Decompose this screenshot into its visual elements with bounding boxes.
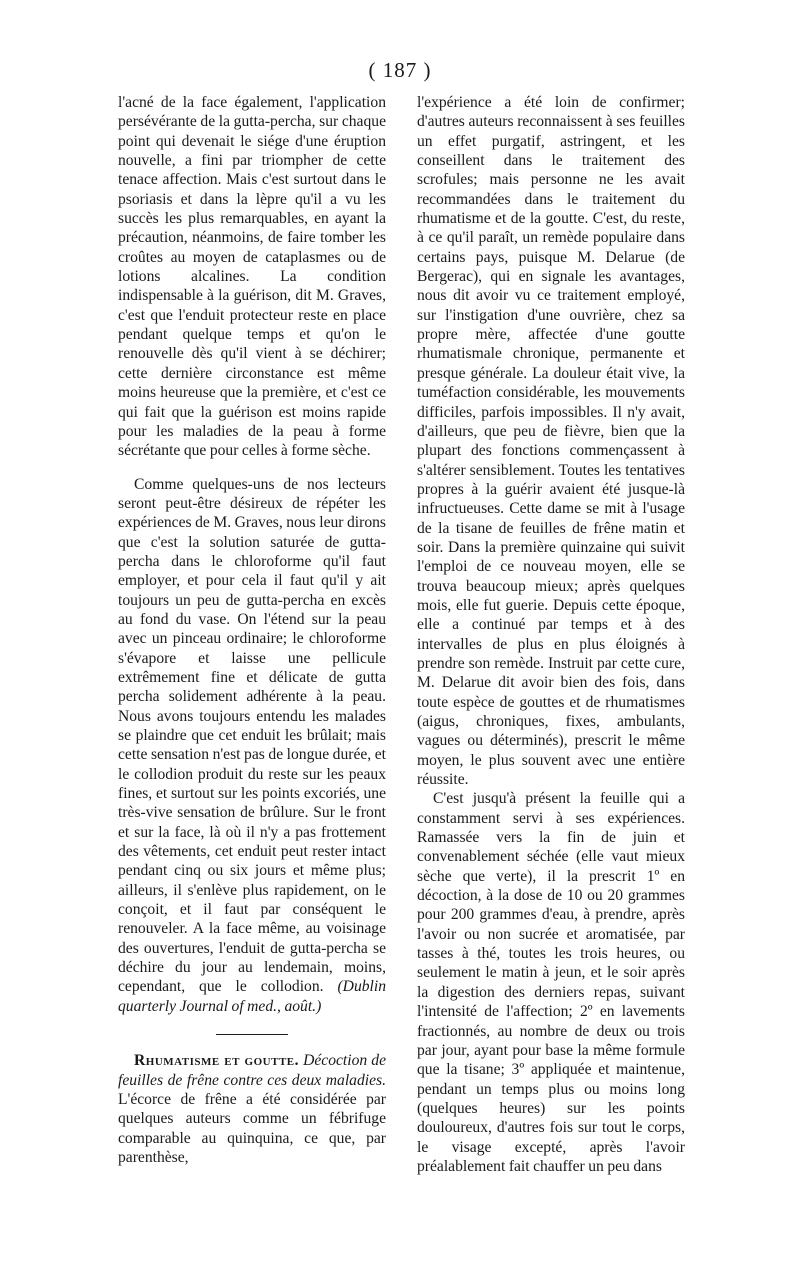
article-intro [118, 1051, 386, 1167]
left-paragraph-2-text: Comme quelques-uns de nos lecteurs seront peut-être désireux de répéter les expériences de M. Graves, nous leur dirons que c'est la solution saturée de gutta-percha dans le chloroforme qu'il faut employer, et pour cela il faut qu'il y ait toujours un peu de gutta-percha en excès au fond du vase. On l'étend sur la peau avec un pinceau ordinaire; le chloroforme s'évapore et laisse une pellicule extrêmement fine et délicate de gutta percha solidement adhérente à la peau. Nous avons toujours entendu les malades se plaindre que cet enduit les brûlait; mais cette sensation n'est pas de longue durée, et le collodion produit du reste sur les peaux fines, et surtout sur les points excoriés, une très-vive sensation de brûlure. Sur le front et sur la face, là où il n'y a pas frottement des vêtements, cet enduit peut rester intact pendant cinq ou six jours et même plus; ailleurs, il s'enlève plus rapidement, on le conçoit, et il faut par conséquent le renouveler. A la face même, au voisinage des ouvertures, l'enduit de gutta-percha se déchire du jour au lendemain, moins, cependant, que le collodion. [118, 475, 386, 996]
left-paragraph-1: l'acné de la face également, l'application persévérante de la gutta-percha, sur chaque point qui devenait le siége d'une éruption nouvelle, a fini par triompher de cette tenace affection. Mais c'est surtout dans le psoriasis et dans la lèpre qu'il a vu les succès les plus remarquables, en ayant la précaution, néanmoins, de faire tomber les croûtes au moyen de cataplasmes ou de lotions alcalines. La condition indispensable à la guérison, dit M. Graves, c'est que l'enduit protecteur reste en place pendant quelque temps et qu'on le renouvelle dès qu'il vient à se déchirer; cette dernière circonstance est même moins heureuse que la première, et c'est ce qui fait que la guérison est moins rapide pour les maladies de la peau à forme sécrétante que pour celles à forme sèche. [118, 94, 386, 460]
left-column [118, 93, 386, 1167]
article-body: L'écorce de frêne a été considérée par quelques auteurs comme un fébrifuge comparable au quinquina, ce que, par parenthèse, [118, 1090, 386, 1166]
article-title: Rhumatisme et goutte. [134, 1052, 300, 1070]
citation: (Dublin quarterly Journal of med., août.) [118, 978, 386, 1015]
right-column [417, 93, 685, 1176]
right-paragraph-1: l'expérience a été loin de confirmer; d'autres auteurs reconnaissent à ses feuilles un effet purgatif, astringent, et les conseillent dans le traitement des scrofules; mais personne ne les avait recommandées dans le traitement du rhumatisme et de la goutte. C'est, du reste, à ce qu'il paraît, un remède populaire dans certains pays, puisque M. Delarue (de Bergerac), qui en signale les avantages, nous dit avoir vu ce traitement employé, sur l'instigation d'une ouvrière, chez sa propre mère, affectée d'une goutte rhumatismale chronique, permanente et presque générale. La douleur était vive, la tuméfaction considérable, les mouvements difficiles, parfois impossibles. Il n'y avait, d'ailleurs, que peu de fièvre, bien que la plupart des fonctions commençassent à s'altérer sensiblement. Toutes les tentatives propres à la guérir avaient été jusque-là infructueuses. Cette dame se mit à l'usage de la tisane de feuilles de frêne matin et soir. Dans la première quinzaine qui suivit l'emploi de ce nouveau moyen, elle se trouva beaucoup mieux; après quelques mois, elle fut guerie. Depuis cette époque, elle a continué par temps et à des intervalles de plus en plus éloignés à prendre son remède. Instruit par cette cure, M. Delarue dit avoir bien des fois, dans toute espèce de gouttes et de rhumatismes (aigus, chroniques, fixes, ambulants, vagues ou déterminés), prescrit le même moyen, le plus souvent avec une entière réussite. [417, 94, 685, 789]
section-divider [216, 1034, 288, 1035]
page-number: ( 187 ) [368, 58, 432, 82]
left-paragraph-2 [118, 475, 386, 1017]
right-paragraph-2: C'est jusqu'à présent la feuille qui a constamment servi à ses expériences. Ramassée vers la fin de juin et convenablement séchée (elle vaut mieux sèche que verte), il la prescrit 1º en décoction, à la dose de 10 ou 20 grammes pour 200 grammes d'eau, à prendre, après l'avoir ou non sucrée et aromatisée, par tasses à thé, toutes les trois heures, ou seulement le matin à jeun, et le soir après la digestion des derniers repas, suivant l'intensité de l'affection; 2º en lavements fractionnés, au nombre de deux ou trois par jour, ayant pour base la même formule que la tisane; 3º appliquée et maintenue, pendant un temps plus ou moins long (quelques heures) sur les points douloureux, d'autres fois sur tout le corps, le visage excepté, après l'avoir préalablement fait chauffer un peu dans [417, 790, 685, 1175]
article-subtitle: Décoction de feuilles de frêne contre ces deux maladies. [118, 1052, 386, 1089]
